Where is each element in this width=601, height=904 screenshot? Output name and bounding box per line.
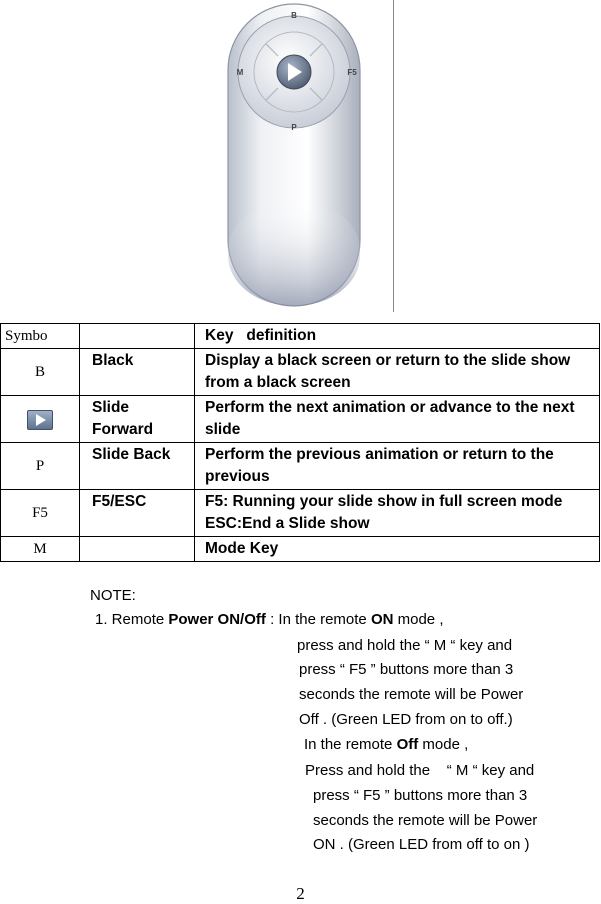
- remote-key-label-left: M: [236, 68, 244, 77]
- table-row: [1, 396, 600, 443]
- note-off-line: press “ F5 ” buttons more than 3: [313, 787, 528, 804]
- row-name: Black: [80, 349, 195, 396]
- note-item-prefix: 1. Remote: [95, 611, 165, 628]
- remote-figure: [200, 0, 400, 312]
- table-row: [1, 443, 600, 490]
- note-on-line: press and hold the “ M “ key and: [297, 637, 513, 654]
- note-off-prefix: In the remote: [304, 736, 393, 753]
- note-item-rest: : In the remote: [270, 611, 367, 628]
- row-symbol: F5: [1, 490, 80, 537]
- row-symbol: [1, 396, 80, 443]
- row-definition: Perform the previous animation or return to the previous: [195, 443, 600, 490]
- note-on-line: Off . (Green LED from on to off.): [299, 711, 513, 728]
- row-symbol: P: [1, 443, 80, 490]
- header-definition: Key definition: [195, 324, 600, 349]
- header-name: [80, 324, 195, 349]
- row-definition: Perform the next animation or advance to the next slide: [195, 396, 600, 443]
- note-item-bold: Power ON/Off: [168, 611, 266, 628]
- play-icon: [27, 410, 53, 430]
- table-header-row: [1, 324, 600, 349]
- note-off-line: seconds the remote will be Power: [313, 812, 538, 829]
- note-mode-word: mode ,: [397, 611, 444, 628]
- remote-illustration: [200, 0, 400, 312]
- figure-divider: [393, 0, 394, 312]
- row-name: F5/ESC: [80, 490, 195, 537]
- row-name: Slide Forward: [80, 396, 195, 443]
- note-off-line: Press and hold the “ M “ key and: [305, 762, 535, 779]
- row-symbol: M: [1, 537, 80, 562]
- remote-key-label-right: F5: [347, 68, 357, 77]
- remote-key-label-bottom: P: [291, 123, 297, 132]
- row-definition: Mode Key: [195, 537, 600, 562]
- row-name: [80, 537, 195, 562]
- note-item: [95, 611, 443, 629]
- table-row: [1, 490, 600, 537]
- note-off-mode: mode ,: [422, 736, 469, 753]
- note-off-word: Off: [396, 736, 419, 753]
- table-row: [1, 537, 600, 562]
- note-off-intro: [304, 736, 468, 754]
- row-name: Slide Back: [80, 443, 195, 490]
- remote-key-label-top: B: [291, 11, 297, 20]
- header-symbol: Symbo: [1, 324, 80, 349]
- note-on-word: ON: [370, 611, 394, 628]
- note-on-line: seconds the remote will be Power: [299, 686, 524, 703]
- row-symbol: B: [1, 349, 80, 396]
- note-on-line: press “ F5 ” buttons more than 3: [299, 661, 514, 678]
- note-title: NOTE:: [90, 587, 136, 604]
- note-off-line: ON . (Green LED from off to on ): [313, 836, 530, 853]
- row-definition: Display a black screen or return to the slide show from a black screen: [195, 349, 600, 396]
- table-row: [1, 349, 600, 396]
- key-table: [0, 323, 600, 562]
- page-number: 2: [296, 884, 305, 903]
- row-definition: F5: Running your slide show in full screen mode ESC:End a Slide show: [195, 490, 600, 537]
